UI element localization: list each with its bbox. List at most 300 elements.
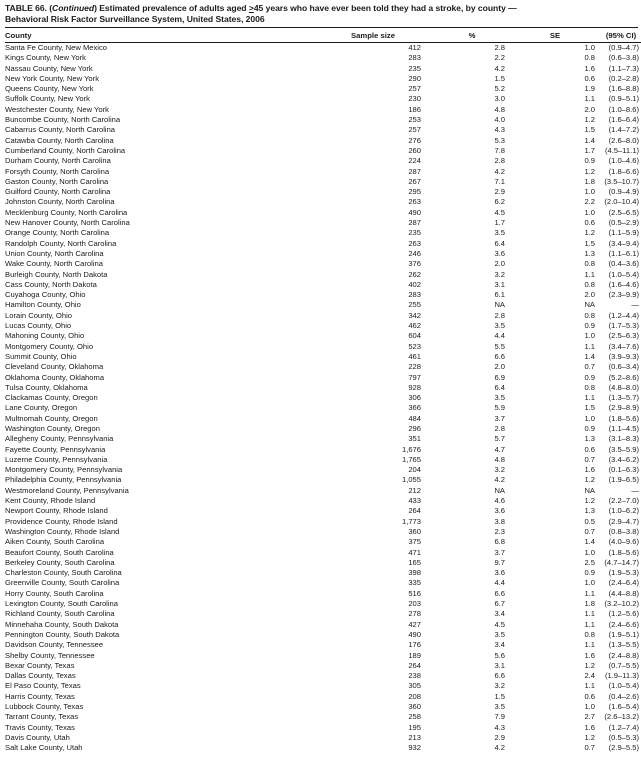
ci-cell: (2.9–5.5) xyxy=(608,743,639,753)
county-cell: Kings County, New York xyxy=(5,53,86,63)
ci-cell: (4.4–8.8) xyxy=(608,588,639,598)
county-cell: Multnomah County, Oregon xyxy=(5,413,98,423)
table-row xyxy=(5,661,641,671)
table-row xyxy=(5,506,641,516)
sample-size-cell: 235 xyxy=(408,63,421,73)
se-cell: 2.0 xyxy=(584,290,595,300)
sample-size-cell: 263 xyxy=(408,197,421,207)
county-cell: El Paso County, Texas xyxy=(5,681,81,691)
ci-cell: (1.3–5.7) xyxy=(608,393,639,403)
county-cell: Washington County, Oregon xyxy=(5,423,100,433)
county-cell: Suffolk County, New York xyxy=(5,94,90,104)
sample-size-cell: 360 xyxy=(408,702,421,711)
percent-cell: 3.8 xyxy=(494,516,505,526)
percent-cell: 6.7 xyxy=(494,599,505,609)
ci-cell: (4.5–11.1) xyxy=(604,145,639,155)
percent-cell: 1.7 xyxy=(494,218,505,228)
percent-cell: 9.7 xyxy=(494,557,505,567)
sample-size-cell: 412 xyxy=(408,43,421,52)
sample-size-cell: 213 xyxy=(408,732,421,742)
sample-size-cell: 797 xyxy=(408,372,421,382)
se-cell: 0.7 xyxy=(584,362,595,372)
se-cell: 1.6 xyxy=(584,722,595,732)
percent-cell: 2.8 xyxy=(494,156,505,166)
county-cell: Newport County, Rhode Island xyxy=(5,506,108,516)
percent-cell: 6.6 xyxy=(494,351,505,361)
county-cell: Durham County, North Carolina xyxy=(5,156,111,166)
se-cell: 1.8 xyxy=(584,176,595,186)
sample-size-cell: 366 xyxy=(408,403,421,413)
table-title-line1-rest: 45 years who have ever been told they had a stroke, by county — xyxy=(253,3,517,13)
table-row xyxy=(5,599,641,609)
se-cell: 2.4 xyxy=(584,671,595,681)
percent-cell: 3.4 xyxy=(494,609,505,619)
table-row xyxy=(5,197,641,207)
table-row xyxy=(5,475,641,485)
county-cell: Mecklenburg County, North Carolina xyxy=(5,207,128,217)
table-row xyxy=(5,373,641,383)
county-cell: Shelby County, Tennessee xyxy=(5,650,95,660)
table-row xyxy=(5,589,641,599)
table-row xyxy=(5,115,641,125)
se-cell: NA xyxy=(584,485,595,495)
column-header-se: SE xyxy=(509,28,601,43)
table-row xyxy=(5,424,641,434)
column-header-county: County xyxy=(5,28,311,43)
se-cell: 2.5 xyxy=(584,557,595,567)
ci-cell: (0.5–5.3) xyxy=(608,732,639,742)
sample-size-cell: 276 xyxy=(408,135,421,145)
county-cell: Cass County, North Dakota xyxy=(5,279,97,289)
percent-cell: 4.7 xyxy=(494,444,505,454)
ci-cell: — xyxy=(631,300,639,310)
percent-cell: 4.2 xyxy=(494,475,505,485)
sample-size-cell: 342 xyxy=(408,310,421,320)
table-row xyxy=(5,393,641,403)
table-row xyxy=(5,331,641,341)
se-cell: 0.9 xyxy=(584,568,595,578)
sample-size-cell: 283 xyxy=(408,290,421,300)
ci-cell: (0.6–3.4) xyxy=(608,362,639,372)
county-cell: Oklahoma County, Oklahoma xyxy=(5,372,105,382)
sample-size-cell: 376 xyxy=(408,259,421,269)
percent-cell: 3.6 xyxy=(494,506,505,516)
se-cell: 2.0 xyxy=(584,104,595,114)
se-cell: 2.7 xyxy=(584,712,595,722)
sample-size-cell: 264 xyxy=(408,506,421,516)
ci-cell: (1.6–8.8) xyxy=(608,84,639,94)
county-cell: Cleveland County, Oklahoma xyxy=(5,362,104,372)
sample-size-cell: 262 xyxy=(408,269,421,279)
se-cell: 1.2 xyxy=(584,732,595,742)
county-cell: Lane County, Oregon xyxy=(5,403,78,413)
table-row xyxy=(5,692,641,702)
table-header xyxy=(5,28,641,43)
sample-size-cell: 932 xyxy=(408,743,421,753)
ci-cell: (2.5–6.3) xyxy=(608,331,639,341)
se-cell: 1.0 xyxy=(584,187,595,197)
ci-cell: (1.9–6.5) xyxy=(608,475,639,485)
percent-cell: 1.5 xyxy=(494,73,505,83)
ci-cell: (0.9–4.7) xyxy=(608,43,639,52)
sample-size-cell: 267 xyxy=(408,176,421,186)
percent-cell: 2.8 xyxy=(494,43,505,52)
se-cell: 1.3 xyxy=(584,434,595,444)
table-row xyxy=(5,342,641,352)
county-cell: Cumberland County, North Carolina xyxy=(5,145,126,155)
county-cell: Buncombe County, North Carolina xyxy=(5,115,121,125)
percent-cell: 3.4 xyxy=(494,640,505,650)
sample-size-cell: 1,676 xyxy=(401,444,421,454)
sample-size-cell: 224 xyxy=(408,156,421,166)
se-cell: 0.6 xyxy=(584,218,595,228)
sample-size-cell: 204 xyxy=(408,465,421,475)
county-cell: Greenville County, South Carolina xyxy=(5,578,120,588)
county-cell: Richland County, South Carolina xyxy=(5,609,115,619)
column-header-ci: (95% CI) xyxy=(601,28,641,43)
percent-cell: 4.5 xyxy=(494,619,505,629)
ci-cell: (2.0–10.4) xyxy=(604,197,639,207)
ci-cell: (2.6–13.2) xyxy=(604,712,639,722)
table-row xyxy=(5,218,641,228)
sample-size-cell: 290 xyxy=(408,73,421,83)
se-cell: 1.4 xyxy=(584,537,595,547)
county-cell: Guilford County, North Carolina xyxy=(5,187,111,197)
se-cell: 2.2 xyxy=(584,197,595,207)
se-cell: 0.9 xyxy=(584,156,595,166)
sample-size-cell: 471 xyxy=(408,547,421,557)
column-header-sample-size: Sample size xyxy=(311,28,435,43)
table-row xyxy=(5,434,641,444)
header-row xyxy=(5,28,641,43)
table-row xyxy=(5,403,641,413)
sample-size-cell: 433 xyxy=(408,496,421,506)
percent-cell: 2.8 xyxy=(494,423,505,433)
se-cell: 0.9 xyxy=(584,321,595,331)
percent-cell: 6.1 xyxy=(494,290,505,300)
ci-cell: (0.4–3.6) xyxy=(608,259,639,269)
sample-size-cell: 264 xyxy=(408,660,421,670)
county-cell: Gaston County, North Carolina xyxy=(5,176,109,186)
sample-size-cell: 928 xyxy=(408,382,421,392)
percent-cell: 4.4 xyxy=(494,578,505,588)
sample-size-cell: 195 xyxy=(408,722,421,732)
ci-cell: (0.9–5.1) xyxy=(608,94,639,104)
county-cell: Lubbock County, Texas xyxy=(5,702,84,711)
sample-size-cell: 238 xyxy=(408,671,421,681)
county-cell: Johnston County, North Carolina xyxy=(5,197,115,207)
table-row xyxy=(5,712,641,722)
table-row xyxy=(5,496,641,506)
table-row xyxy=(5,609,641,619)
sample-size-cell: 351 xyxy=(408,434,421,444)
table-row xyxy=(5,743,641,753)
county-cell: Bexar County, Texas xyxy=(5,660,75,670)
sample-size-cell: 283 xyxy=(408,53,421,63)
ci-cell: (3.4–7.6) xyxy=(608,341,639,351)
percent-cell: 2.0 xyxy=(494,362,505,372)
county-cell: Providence County, Rhode Island xyxy=(5,516,118,526)
percent-cell: 2.8 xyxy=(494,310,505,320)
percent-cell: 7.9 xyxy=(494,712,505,722)
county-cell: Wake County, North Carolina xyxy=(5,259,103,269)
ci-cell: (1.4–7.2) xyxy=(608,125,639,135)
sample-size-cell: 306 xyxy=(408,393,421,403)
sample-size-cell: 278 xyxy=(408,609,421,619)
se-cell: 1.2 xyxy=(584,475,595,485)
table-row xyxy=(5,125,641,135)
percent-cell: 3.5 xyxy=(494,228,505,238)
county-cell: Berkeley County, South Carolina xyxy=(5,557,115,567)
se-cell: 1.1 xyxy=(584,588,595,598)
ci-cell: (4.0–9.6) xyxy=(608,537,639,547)
sample-size-cell: 263 xyxy=(408,238,421,248)
county-cell: Salt Lake County, Utah xyxy=(5,743,83,753)
se-cell: 1.1 xyxy=(584,609,595,619)
sample-size-cell: 257 xyxy=(408,125,421,135)
percent-cell: 3.6 xyxy=(494,568,505,578)
table-row xyxy=(5,455,641,465)
county-cell: Lucas County, Ohio xyxy=(5,321,72,331)
percent-cell: 4.2 xyxy=(494,63,505,73)
percent-cell: 3.5 xyxy=(494,702,505,711)
se-cell: 1.0 xyxy=(584,207,595,217)
ci-cell: (2.9–4.7) xyxy=(608,516,639,526)
se-cell: 1.2 xyxy=(584,496,595,506)
se-cell: 1.3 xyxy=(584,248,595,258)
ci-cell: (2.4–6.6) xyxy=(608,619,639,629)
sample-size-cell: 490 xyxy=(408,207,421,217)
county-cell: Forsyth County, North Carolina xyxy=(5,166,110,176)
ci-cell: (1.8–5.6) xyxy=(608,413,639,423)
county-cell: Davidson County, Tennessee xyxy=(5,640,104,650)
se-cell: 1.7 xyxy=(584,145,595,155)
table-row xyxy=(5,167,641,177)
percent-cell: 4.5 xyxy=(494,207,505,217)
table-row xyxy=(5,486,641,496)
percent-cell: 2.0 xyxy=(494,259,505,269)
county-cell: Lorain County, Ohio xyxy=(5,310,72,320)
county-cell: Travis County, Texas xyxy=(5,722,75,732)
percent-cell: 3.1 xyxy=(494,279,505,289)
se-cell: 0.8 xyxy=(584,382,595,392)
sample-size-cell: 258 xyxy=(408,712,421,722)
ci-cell: (1.6–5.4) xyxy=(608,702,639,711)
percent-cell: 3.6 xyxy=(494,248,505,258)
sample-size-cell: 296 xyxy=(408,423,421,433)
table-row xyxy=(5,53,641,63)
sample-size-cell: 287 xyxy=(408,166,421,176)
ci-cell: (0.5–2.9) xyxy=(608,218,639,228)
ci-cell: (0.2–2.8) xyxy=(608,73,639,83)
se-cell: 1.4 xyxy=(584,135,595,145)
se-cell: 1.0 xyxy=(584,413,595,423)
table-row xyxy=(5,136,641,146)
se-cell: 1.1 xyxy=(584,341,595,351)
table-row xyxy=(5,517,641,527)
se-cell: 1.2 xyxy=(584,115,595,125)
table-row xyxy=(5,208,641,218)
county-cell: Charleston County, South Carolina xyxy=(5,568,122,578)
table-row xyxy=(5,362,641,372)
ci-cell: (2.9–8.9) xyxy=(608,403,639,413)
column-header-percent: % xyxy=(435,28,509,43)
table-title-after-paren: ) Estimated prevalence of adults aged xyxy=(94,3,249,13)
sample-size-cell: 189 xyxy=(408,650,421,660)
sample-size-cell: 228 xyxy=(408,362,421,372)
county-cell: Westchester County, New York xyxy=(5,104,109,114)
percent-cell: 3.7 xyxy=(494,413,505,423)
table-row xyxy=(5,177,641,187)
ci-cell: (3.1–8.3) xyxy=(608,434,639,444)
table-body xyxy=(5,43,641,754)
county-cell: Cabarrus County, North Carolina xyxy=(5,125,116,135)
county-cell: Orange County, North Carolina xyxy=(5,228,110,238)
county-cell: New Hanover County, North Carolina xyxy=(5,218,130,228)
percent-cell: 4.4 xyxy=(494,331,505,341)
se-cell: 1.6 xyxy=(584,465,595,475)
table-row xyxy=(5,548,641,558)
table-row xyxy=(5,352,641,362)
ci-cell: (1.7–5.3) xyxy=(608,321,639,331)
se-cell: 0.7 xyxy=(584,743,595,753)
ci-cell: (4.7–14.7) xyxy=(604,557,639,567)
county-cell: Washington County, Rhode Island xyxy=(5,526,120,536)
se-cell: 0.8 xyxy=(584,310,595,320)
sample-size-cell: 360 xyxy=(408,526,421,536)
table-title-continued: Continued xyxy=(52,3,95,13)
se-cell: NA xyxy=(584,300,595,310)
ci-cell: (3.9–9.3) xyxy=(608,351,639,361)
percent-cell: 3.2 xyxy=(494,681,505,691)
sample-size-cell: 212 xyxy=(408,485,421,495)
se-cell: 1.9 xyxy=(584,84,595,94)
geq-symbol: > xyxy=(248,3,254,13)
table-title-line2: Behavioral Risk Factor Surveillance System, United States, 2006 xyxy=(5,14,265,24)
table-row xyxy=(5,558,641,568)
se-cell: 1.2 xyxy=(584,660,595,670)
percent-cell: 4.6 xyxy=(494,496,505,506)
ci-cell: (1.1–5.9) xyxy=(608,228,639,238)
sample-size-cell: 257 xyxy=(408,84,421,94)
ci-cell: (2.3–9.9) xyxy=(608,290,639,300)
sample-size-cell: 398 xyxy=(408,568,421,578)
se-cell: 1.0 xyxy=(584,43,595,52)
table-row xyxy=(5,156,641,166)
percent-cell: 3.2 xyxy=(494,465,505,475)
percent-cell: 6.4 xyxy=(494,382,505,392)
ci-cell: (2.2–7.0) xyxy=(608,496,639,506)
county-cell: Luzerne County, Pennsylvania xyxy=(5,454,108,464)
county-cell: Aiken County, South Carolina xyxy=(5,537,105,547)
sample-size-cell: 253 xyxy=(408,115,421,125)
percent-cell: 3.7 xyxy=(494,547,505,557)
percent-cell: 4.8 xyxy=(494,104,505,114)
ci-cell: (0.4–2.6) xyxy=(608,691,639,701)
ci-cell: (1.9–11.3) xyxy=(604,671,639,681)
se-cell: 1.6 xyxy=(584,63,595,73)
sample-size-cell: 235 xyxy=(408,228,421,238)
county-cell: Clackamas County, Oregon xyxy=(5,393,98,403)
sample-size-cell: 523 xyxy=(408,341,421,351)
sample-size-cell: 246 xyxy=(408,248,421,258)
county-cell: Catawba County, North Carolina xyxy=(5,135,114,145)
se-cell: 0.7 xyxy=(584,454,595,464)
percent-cell: 3.1 xyxy=(494,660,505,670)
percent-cell: 5.5 xyxy=(494,341,505,351)
table-row xyxy=(5,249,641,259)
table-row xyxy=(5,702,641,712)
sample-size-cell: 305 xyxy=(408,681,421,691)
percent-cell: 3.5 xyxy=(494,321,505,331)
se-cell: 0.9 xyxy=(584,423,595,433)
county-cell: Union County, North Carolina xyxy=(5,248,104,258)
ci-cell: (2.6–8.0) xyxy=(608,135,639,145)
county-cell: Fayette County, Pennsylvania xyxy=(5,444,106,454)
table-row xyxy=(5,651,641,661)
county-cell: Santa Fe County, New Mexico xyxy=(5,43,107,52)
ci-cell: (1.0–8.6) xyxy=(608,104,639,114)
county-cell: Summit County, Ohio xyxy=(5,351,77,361)
table-row xyxy=(5,568,641,578)
county-cell: Dallas County, Texas xyxy=(5,671,76,681)
county-cell: Mahoning County, Ohio xyxy=(5,331,85,341)
table-row xyxy=(5,228,641,238)
se-cell: 1.0 xyxy=(584,331,595,341)
ci-cell: (1.9–5.1) xyxy=(608,629,639,639)
se-cell: 1.0 xyxy=(584,547,595,557)
sample-size-cell: 176 xyxy=(408,640,421,650)
ci-cell: (1.0–5.4) xyxy=(608,269,639,279)
county-cell: New York County, New York xyxy=(5,73,99,83)
county-cell: Minnehaha County, South Dakota xyxy=(5,619,119,629)
table-row xyxy=(5,146,641,156)
ci-cell: (1.2–4.4) xyxy=(608,310,639,320)
county-cell: Cuyahoga County, Ohio xyxy=(5,290,86,300)
sample-size-cell: 186 xyxy=(408,104,421,114)
table-row xyxy=(5,105,641,115)
se-cell: 0.6 xyxy=(584,444,595,454)
sample-size-cell: 375 xyxy=(408,537,421,547)
ci-cell: (3.4–9.4) xyxy=(608,238,639,248)
ci-cell: (0.9–4.9) xyxy=(608,187,639,197)
ci-cell: (2.4–6.4) xyxy=(608,578,639,588)
ci-cell: (1.6–6.4) xyxy=(608,115,639,125)
percent-cell: 4.0 xyxy=(494,115,505,125)
percent-cell: 5.9 xyxy=(494,403,505,413)
percent-cell: 5.6 xyxy=(494,650,505,660)
county-cell: Montgomery County, Ohio xyxy=(5,341,94,351)
table-row xyxy=(5,527,641,537)
percent-cell: 5.7 xyxy=(494,434,505,444)
se-cell: 1.2 xyxy=(584,228,595,238)
sample-size-cell: 461 xyxy=(408,351,421,361)
percent-cell: 3.5 xyxy=(494,393,505,403)
ci-cell: (0.8–3.8) xyxy=(608,526,639,536)
sample-size-cell: 462 xyxy=(408,321,421,331)
sample-size-cell: 484 xyxy=(408,413,421,423)
table-row xyxy=(5,620,641,630)
sample-size-cell: 402 xyxy=(408,279,421,289)
se-cell: 1.5 xyxy=(584,403,595,413)
percent-cell: 6.6 xyxy=(494,671,505,681)
percent-cell: 6.6 xyxy=(494,588,505,598)
percent-cell: 7.8 xyxy=(494,145,505,155)
table-row xyxy=(5,445,641,455)
percent-cell: 4.2 xyxy=(494,166,505,176)
percent-cell: 4.8 xyxy=(494,454,505,464)
se-cell: 1.1 xyxy=(584,94,595,104)
